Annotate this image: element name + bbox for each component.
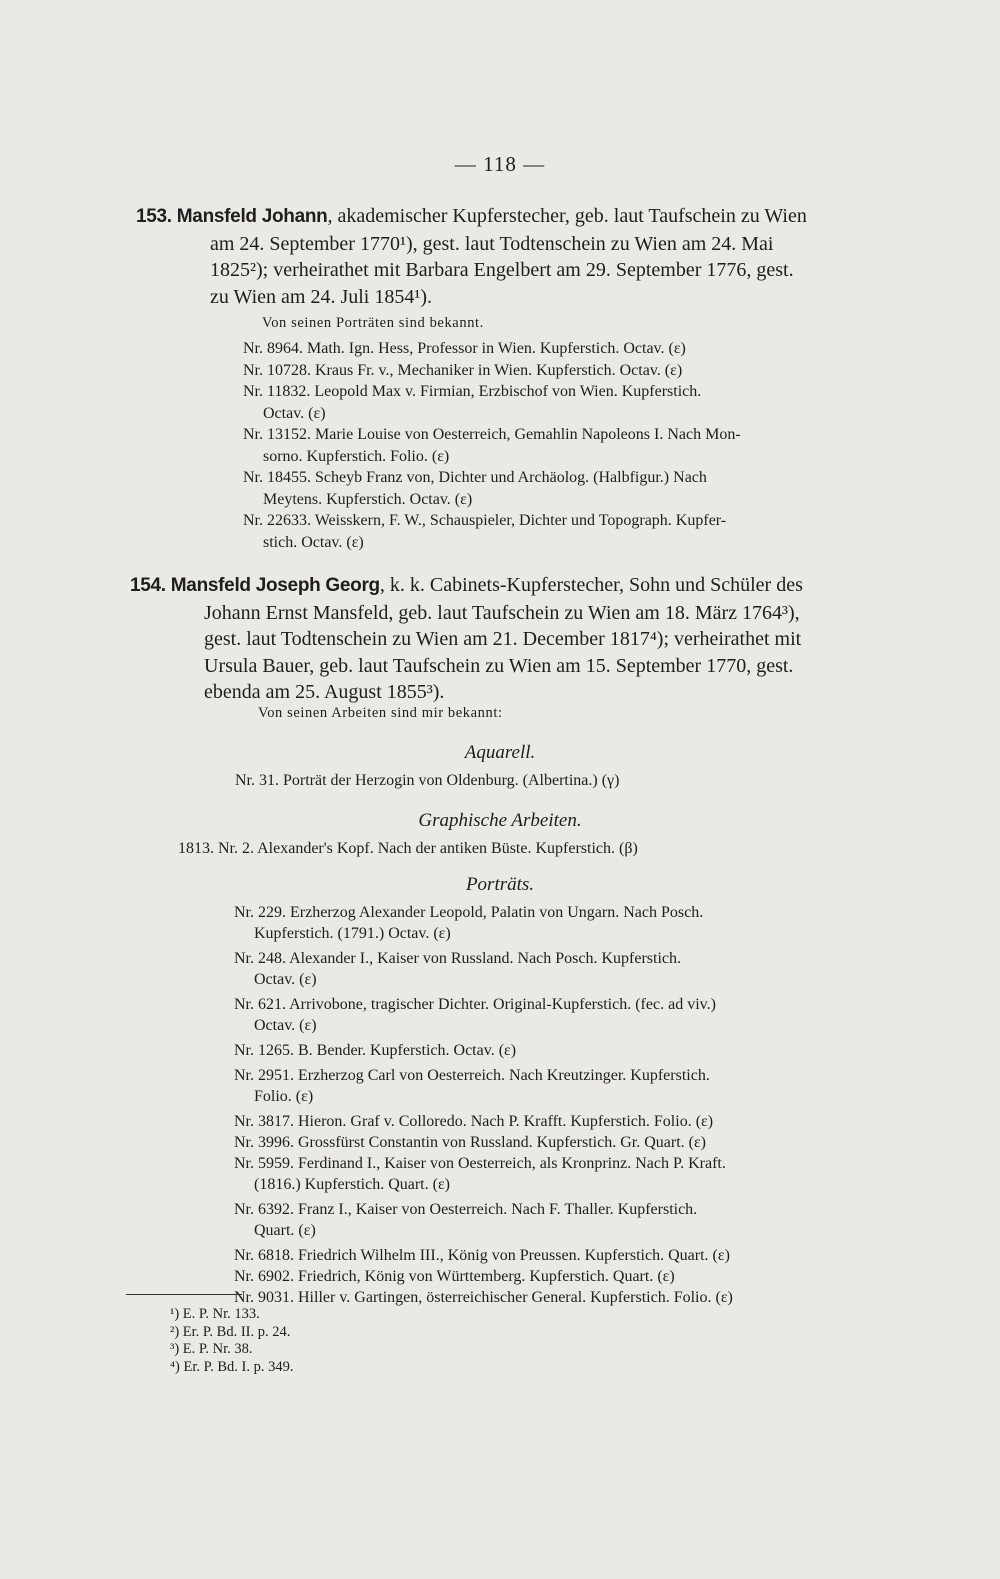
- list-item: Nr. 621. Arrivobone, tragischer Dichter. Original-Kupferstich. (fec. ad viv.) Octav. (ε): [234, 996, 716, 1034]
- list-item: Nr. 5959. Ferdinand I., Kaiser von Oesterreich, als Kronprinz. Nach P. Kraft. (1816.) Kupferstich. Quart. (ε): [234, 1155, 726, 1193]
- list-item: Nr. 1265. B. Bender. Kupferstich. Octav. (ε): [234, 1042, 517, 1059]
- year-label: 1813.: [178, 840, 214, 857]
- list-item: 1813. Nr. 2. Alexander's Kopf. Nach der antiken Büste. Kupferstich. (β): [178, 840, 638, 857]
- entry-153-line-3: 1825²); verheirathet mit Barbara Engelbert am 29. September 1776, gest.: [210, 259, 794, 281]
- entry-153-intro: Von seinen Porträten sind bekannt.: [262, 315, 484, 331]
- list-item: Nr. 18455. Scheyb Franz von, Dichter und Archäolog. (Halbfigur.) Nach Meytens. Kupferstich. Octav. (ε): [243, 469, 707, 508]
- entry-154-line-1: [130, 572, 890, 600]
- list-item: Nr. 31. Porträt der Herzogin von Oldenburg. (Albertina.) (γ): [235, 772, 620, 789]
- footnotes: [170, 1306, 293, 1376]
- entry-number: 153.: [136, 206, 172, 227]
- footnote: ⁴) Er. P. Bd. I. p. 349.: [170, 1358, 294, 1375]
- list-item: Nr. 11832. Leopold Max v. Firmian, Erzbischof von Wien. Kupferstich. Octav. (ε): [243, 383, 702, 422]
- graphische-items: [178, 838, 878, 860]
- entry-153-line-2: am 24. September 1770¹), gest. laut Todtenschein zu Wien am 24. Mai: [210, 232, 774, 255]
- section-title-graphische-arbeiten: Graphische Arbeiten.: [418, 810, 582, 831]
- entry-154-heading: [130, 572, 890, 706]
- list-item: Nr. 8964. Math. Ign. Hess, Professor in Wien. Kupferstich. Octav. (ε): [243, 340, 686, 357]
- entry-154-line-3: gest. laut Todtenschein zu Wien am 21. December 1817⁴); verheirathet mit: [204, 628, 802, 650]
- list-item: Nr. 229. Erzherzog Alexander Leopold, Palatin von Ungarn. Nach Posch. Kupferstich. (1791.) Octav. (ε): [234, 904, 704, 942]
- entry-154-line-2: Johann Ernst Mansfeld, geb. laut Taufschein zu Wien am 18. März 1764³),: [204, 601, 800, 624]
- list-item: Nr. 3996. Grossfürst Constantin von Russland. Kupferstich. Gr. Quart. (ε): [234, 1134, 707, 1151]
- entry-154-line-4: Ursula Bauer, geb. laut Taufschein zu Wien am 15. September 1770, gest.: [204, 654, 794, 677]
- list-item: Nr. 248. Alexander I., Kaiser von Russland. Nach Posch. Kupferstich. Octav. (ε): [234, 950, 682, 988]
- list-item: Nr. 9031. Hiller v. Gartingen, österreichischer General. Kupferstich. Folio. (ε): [234, 1289, 733, 1306]
- list-item: Nr. 6902. Friedrich, König von Württemberg. Kupferstich. Quart. (ε): [234, 1268, 675, 1285]
- list-item: Nr. 22633. Weisskern, F. W., Schauspieler, Dichter und Topograph. Kupfer- stich. Octav. (ε): [243, 512, 727, 551]
- list-item: Nr. 6818. Friedrich Wilhelm III., König von Preussen. Kupferstich. Quart. (ε): [234, 1247, 730, 1264]
- entry-number: 154.: [130, 575, 166, 596]
- footnote: ³) E. P. Nr. 38.: [170, 1341, 253, 1357]
- entry-153-line-4: zu Wien am 24. Juli 1854¹).: [210, 285, 433, 308]
- entry-name: Mansfeld Johann: [176, 206, 328, 227]
- entry-153-heading: [136, 203, 892, 310]
- list-item: Nr. 2951. Erzherzog Carl von Oesterreich. Nach Kreutzinger. Kupferstich. Folio. (ε): [234, 1067, 710, 1105]
- entry-name: Mansfeld Joseph Georg: [170, 575, 380, 596]
- list-item: Nr. 3817. Hieron. Graf v. Colloredo. Nach P. Krafft. Kupferstich. Folio. (ε): [234, 1113, 714, 1130]
- aquarell-items: [235, 770, 885, 792]
- list-item: Nr. 10728. Kraus Fr. v., Mechaniker in Wien. Kupferstich. Octav. (ε): [243, 361, 683, 379]
- section-title-portraets: Porträts.: [465, 874, 535, 895]
- entry-text: , k. k. Cabinets-Kupferstecher, Sohn und Schüler des: [379, 574, 803, 596]
- entry-154-intro: Von seinen Arbeiten sind mir bekannt:: [258, 705, 503, 721]
- entry-154-line-5: ebenda am 25. August 1855³).: [204, 681, 445, 703]
- portraets-items: [234, 902, 886, 1308]
- footnote: ²) Er. P. Bd. II. p. 24.: [170, 1323, 291, 1340]
- footnote-divider: [126, 1294, 242, 1295]
- page-number: — 118 —: [454, 152, 546, 176]
- entry-text: , akademischer Kupferstecher, geb. laut Taufschein zu Wien: [327, 205, 807, 227]
- entry-153-items: [243, 338, 893, 553]
- entry-153-line-1: [136, 203, 892, 231]
- list-item: Nr. 6392. Franz I., Kaiser von Oesterreich. Nach F. Thaller. Kupferstich. Quart. (ε): [234, 1201, 698, 1239]
- section-title-aquarell: Aquarell.: [464, 742, 536, 763]
- footnote: ¹) E. P. Nr. 133.: [170, 1306, 260, 1322]
- list-item: Nr. 13152. Marie Louise von Oesterreich, Gemahlin Napoleons I. Nach Mon- sorno. Kupferstich. Folio. (ε): [243, 426, 741, 465]
